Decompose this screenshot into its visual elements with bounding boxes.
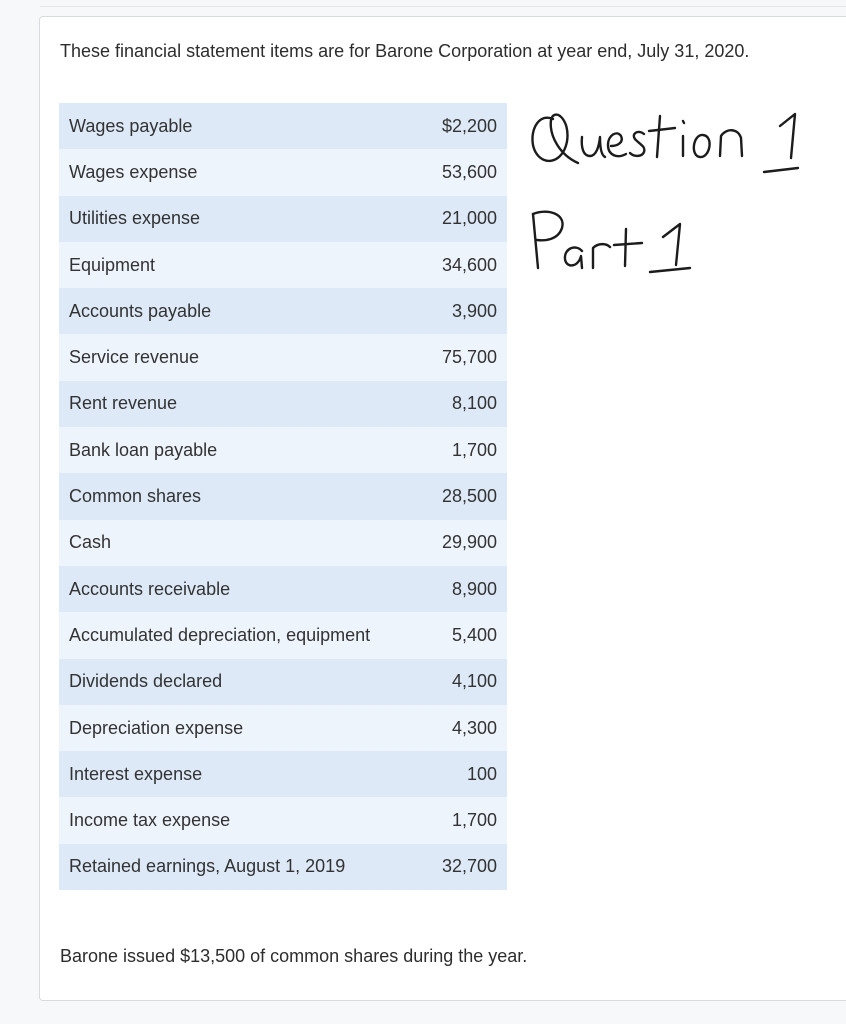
financial-item-row (59, 196, 507, 242)
item-label: Rent revenue (69, 393, 178, 414)
financial-items-body (59, 103, 507, 890)
financial-item-row (59, 473, 507, 519)
financial-item-row (59, 334, 507, 380)
item-label: Equipment (69, 254, 156, 275)
item-amount: 21,000 (441, 208, 497, 229)
item-amount: 29,900 (441, 532, 497, 553)
item-label: Common shares (69, 486, 202, 507)
item-amount: 4,100 (451, 671, 497, 692)
item-amount: 1,700 (451, 810, 497, 831)
item-label: Accounts receivable (69, 578, 231, 599)
financial-item-row (59, 520, 507, 566)
financial-item-row (59, 612, 507, 658)
item-amount: 8,100 (451, 393, 497, 414)
top-divider (40, 6, 846, 7)
financial-item-row (59, 381, 507, 427)
item-amount: $2,200 (441, 115, 497, 136)
question-card (39, 16, 846, 1001)
item-amount: 5,400 (451, 624, 497, 645)
item-label: Utilities expense (69, 208, 201, 229)
financial-item-row (59, 427, 507, 473)
item-label: Dividends declared (69, 671, 223, 692)
financial-item-row (59, 844, 507, 890)
item-label: Service revenue (69, 347, 200, 368)
financial-item-row (59, 288, 507, 334)
item-label: Accounts payable (69, 300, 212, 321)
financial-item-row (59, 751, 507, 797)
item-amount: 32,700 (441, 856, 497, 877)
financial-item-row (59, 103, 507, 149)
question-intro: These financial statement items are for Barone Corporation at year end, July 31, 2020. (60, 41, 750, 61)
item-label: Retained earnings, August 1, 2019 (69, 856, 346, 877)
financial-item-row (59, 242, 507, 288)
item-amount: 3,900 (451, 300, 497, 321)
item-label: Bank loan payable (69, 439, 218, 460)
item-amount: 1,700 (451, 439, 497, 460)
item-label: Accumulated depreciation, equipment (69, 624, 371, 645)
item-label: Interest expense (69, 763, 203, 784)
question-footnote: Barone issued $13,500 of common shares during the year. (60, 946, 528, 966)
item-amount: 75,700 (441, 347, 497, 368)
item-label: Wages expense (69, 161, 198, 182)
financial-item-row (59, 797, 507, 843)
item-label: Wages payable (69, 115, 193, 136)
financial-item-row (59, 705, 507, 751)
item-amount: 4,300 (451, 717, 497, 738)
item-amount: 100 (466, 763, 497, 784)
item-amount: 8,900 (451, 578, 497, 599)
financial-items-table (59, 103, 507, 890)
financial-item-row (59, 149, 507, 195)
item-label: Income tax expense (69, 810, 231, 831)
item-label: Depreciation expense (69, 717, 244, 738)
financial-item-row (59, 659, 507, 705)
item-label: Cash (69, 532, 112, 553)
item-amount: 53,600 (441, 161, 497, 182)
item-amount: 28,500 (441, 486, 497, 507)
item-amount: 34,600 (441, 254, 497, 275)
financial-item-row (59, 566, 507, 612)
